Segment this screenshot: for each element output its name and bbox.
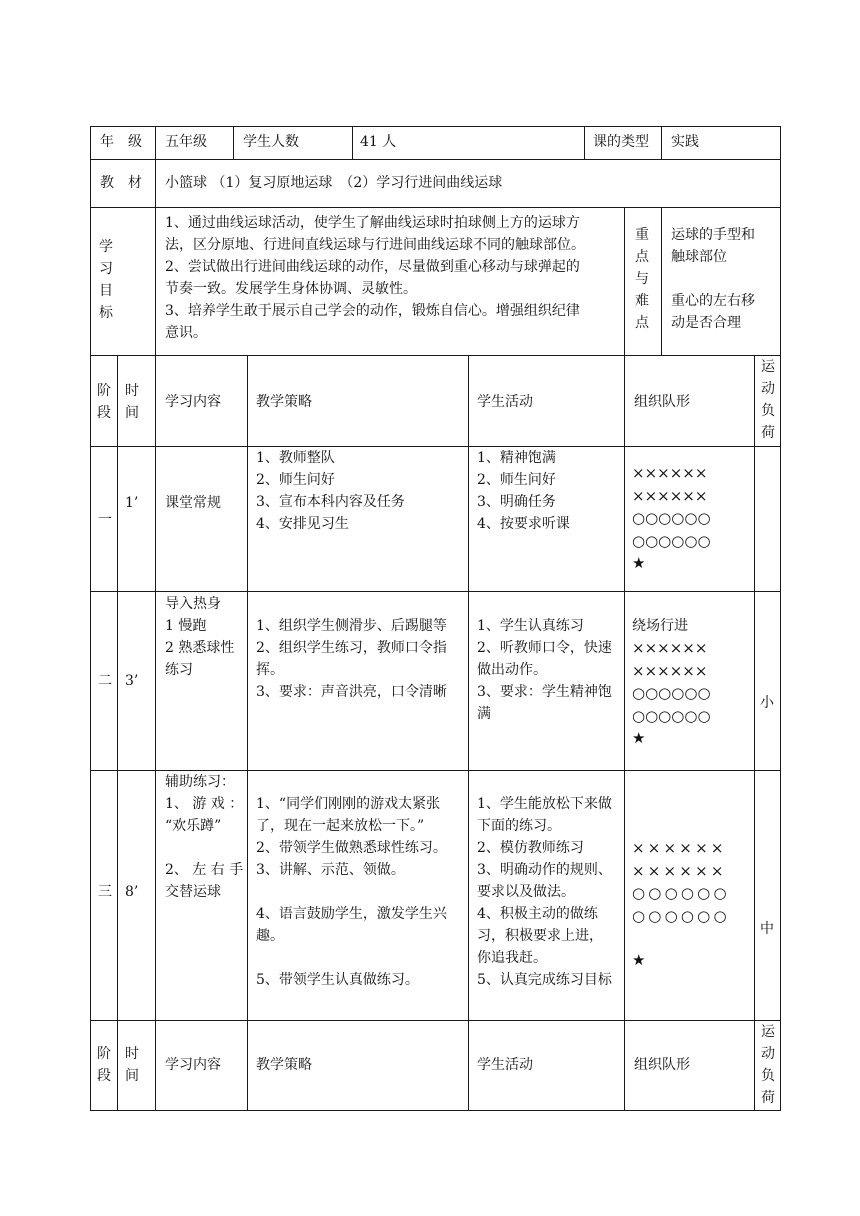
col-divider (247, 355, 248, 1111)
row1-time: 1’ (125, 495, 139, 511)
students-value: 41 人 (360, 134, 397, 150)
lesson-type-value: 实践 (671, 134, 699, 150)
activity-line: 满 (477, 706, 491, 722)
col-divider (155, 126, 156, 1111)
col-header-activity: 学生活动 (477, 394, 533, 410)
row2-time: 3’ (125, 673, 139, 689)
col-header-time: 时间 (125, 1046, 139, 1084)
content-line: 交替运球 (165, 884, 221, 900)
row-divider (90, 591, 781, 592)
row3-content (165, 771, 243, 903)
formation-line: ○○○○○○ (632, 906, 730, 925)
key-points-label: 重点与难点 (635, 227, 649, 331)
row2-formation-title: 绕场行进 (632, 618, 688, 634)
formation-spacer (632, 927, 730, 949)
strategy-line: 2、师生问好 (256, 472, 335, 488)
formation-line: ×××××× (632, 639, 708, 657)
key-points-text (671, 224, 755, 334)
activity-line: 4、积极主动的做练 (477, 906, 598, 922)
row-divider (90, 159, 781, 160)
objective-line: 2、尝试做出行进间曲线运球的动作，尽量做到重心移动与球弹起的 (165, 259, 580, 275)
col-header-load: 运动负荷 (761, 359, 775, 441)
teacher-star-icon: ★ (632, 729, 646, 747)
row-divider (90, 207, 781, 208)
col-header-stage: 阶段 (97, 383, 111, 421)
strategy-line: 1、“同学们刚刚的游戏太紧张 (256, 796, 441, 812)
row2-strategy (256, 615, 447, 703)
content-line: 2 熟悉球性 (165, 640, 235, 656)
activity-line: 2、听教师口令，快速 (477, 640, 612, 656)
content-line: 练习 (165, 662, 193, 678)
objective-line: 节奏一致。发展学生身体协调、灵敏性。 (165, 281, 417, 297)
activity-line: 3、明确任务 (477, 494, 556, 510)
col-header-formation: 组织队形 (634, 394, 690, 410)
activity-line: 2、模仿教师练习 (477, 840, 584, 856)
activity-line: 你追我赶。 (477, 950, 547, 966)
col-header-activity: 学生活动 (477, 1057, 533, 1073)
formation-line: ○○○○○○ (632, 706, 711, 725)
row3-time: 8’ (125, 884, 139, 900)
row2-load: 小 (760, 695, 774, 711)
table-border-bottom (90, 1110, 781, 1111)
col-header-strategy: 教学策略 (256, 1057, 312, 1073)
objective-line: 1、通过曲线运球活动，使学生了解曲线运球时拍球侧上方的运球方 (165, 215, 580, 231)
activity-line: 做出动作。 (477, 662, 547, 678)
row1-activity (477, 447, 570, 535)
material-value: 小篮球 （1）复习原地运球 （2）学习行进间曲线运球 (165, 175, 503, 191)
activity-line: 习，积极要求上进， (477, 928, 603, 944)
strategy-line: 1、组织学生侧滑步、后踢腿等 (256, 618, 447, 634)
content-line: 导入热身 (165, 596, 221, 612)
strategy-line: 3、宣布本科内容及任务 (256, 494, 405, 510)
col-divider (624, 355, 625, 1111)
table-border-top (90, 126, 781, 127)
col-divider (661, 207, 662, 355)
formation-line: ○○○○○○ (632, 684, 711, 702)
col-divider (468, 355, 469, 1111)
col-divider (624, 207, 625, 355)
objectives-text (165, 212, 585, 344)
row1-strategy (256, 447, 405, 535)
formation-line: ×××××× (632, 486, 708, 505)
col-header-strategy: 教学策略 (256, 394, 312, 410)
activity-line: 3、明确动作的规则、 (477, 862, 612, 878)
strategy-line: 3、讲解、示范、领做。 (256, 862, 405, 878)
col-header-content: 学习内容 (165, 394, 221, 410)
key-point-line: 运球的手型和 (671, 227, 755, 243)
table-border-left (90, 126, 91, 1111)
row1-stage: 一 (98, 512, 112, 528)
strategy-line: 2、带领学生做熟悉球性练习。 (256, 840, 447, 856)
strategy-line: 4、语言鼓励学生，激发学生兴 (256, 906, 447, 922)
activity-line: 1、学生认真练习 (477, 618, 584, 634)
strategy-spacer (256, 881, 447, 903)
col-divider (117, 355, 118, 1111)
col-divider (661, 126, 662, 159)
activity-line: 5、认真完成练习目标 (477, 972, 612, 988)
material-label: 教 材 (100, 175, 142, 191)
objective-line: 意识。 (165, 325, 207, 341)
row3-formation (632, 837, 730, 972)
row2-activity (477, 615, 612, 725)
col-header-content: 学习内容 (165, 1057, 221, 1073)
col-header-stage: 阶段 (97, 1046, 111, 1084)
activity-line: 要求以及做法。 (477, 884, 575, 900)
objective-line: 3、培养学生敢于展示自己学会的动作，锻炼自信心。增强组织纪律 (165, 303, 580, 319)
col-divider (584, 126, 585, 159)
activity-line: 1、学生能放松下来做 (477, 796, 612, 812)
teacher-star-icon: ★ (632, 554, 646, 572)
row3-load: 中 (760, 921, 774, 937)
strategy-spacer (256, 947, 447, 969)
activity-line: 1、精神饱满 (477, 450, 556, 466)
formation-line: ×××××× (632, 861, 727, 880)
content-line: “欢乐蹲” (165, 818, 222, 834)
content-line: 辅助练习： (165, 774, 235, 790)
strategy-line: 2、组织学生练习，教师口令指 (256, 640, 447, 656)
content-line: 2、 左 右 手 (165, 862, 244, 878)
teacher-star-icon: ★ (632, 951, 649, 969)
key-point-spacer (671, 268, 755, 290)
strategy-line: 4、安排见习生 (256, 516, 349, 532)
col-header-formation: 组织队形 (634, 1057, 690, 1073)
strategy-line: 1、教师整队 (256, 450, 335, 466)
strategy-line: 5、带领学生认真做练习。 (256, 972, 419, 988)
formation-line: ○○○○○○ (632, 509, 711, 527)
col-header-load: 运动负荷 (761, 1024, 775, 1106)
formation-line: ×××××× (632, 464, 708, 482)
row2-formation (632, 637, 711, 750)
grade-value: 五年级 (165, 134, 207, 150)
content-line: 1 慢跑 (165, 618, 207, 634)
key-point-line: 动是否合理 (671, 315, 741, 331)
grade-label: 年 级 (100, 134, 142, 150)
key-point-line: 重心的左右移 (671, 293, 755, 309)
objective-line: 法，区分原地、行进间直线运球与行进间曲线运球不同的触球部位。 (165, 237, 585, 253)
objectives-label: 学习目标 (99, 239, 113, 321)
col-header-time: 时间 (125, 383, 139, 421)
key-point-line: 触球部位 (671, 249, 727, 265)
row2-stage: 二 (98, 673, 112, 689)
strategy-line: 3、要求：声音洪亮，口令清晰 (256, 684, 447, 700)
strategy-line: 趣。 (256, 928, 284, 944)
strategy-line: 了，现在一起来放松一下。” (256, 818, 425, 834)
row1-formation (632, 462, 711, 575)
row3-strategy (256, 793, 447, 991)
lesson-type-label: 课的类型 (593, 134, 649, 150)
row3-activity (477, 793, 612, 991)
strategy-line: 挥。 (256, 662, 284, 678)
col-divider (754, 355, 755, 1111)
formation-line: ○○○○○○ (632, 884, 730, 902)
activity-line: 2、师生问好 (477, 472, 556, 488)
table-border-right (780, 126, 781, 1111)
col-divider (352, 126, 353, 159)
lesson-plan-table (90, 126, 781, 1111)
formation-line: ○○○○○○ (632, 531, 711, 550)
students-label: 学生人数 (243, 134, 299, 150)
row-divider (90, 446, 781, 447)
row3-stage: 三 (98, 884, 112, 900)
formation-line: ×××××× (632, 839, 727, 857)
activity-line: 下面的练习。 (477, 818, 561, 834)
row-divider (90, 355, 781, 356)
content-spacer (165, 837, 243, 859)
row1-content: 课堂常规 (165, 495, 221, 511)
row-divider (90, 1020, 781, 1021)
formation-line: ×××××× (632, 661, 708, 680)
activity-line: 4、按要求听课 (477, 516, 570, 532)
content-line: 1、 游 戏 ： (165, 796, 244, 812)
col-divider (233, 126, 234, 159)
activity-line: 3、要求：学生精神饱 (477, 684, 612, 700)
row2-content (165, 593, 234, 681)
